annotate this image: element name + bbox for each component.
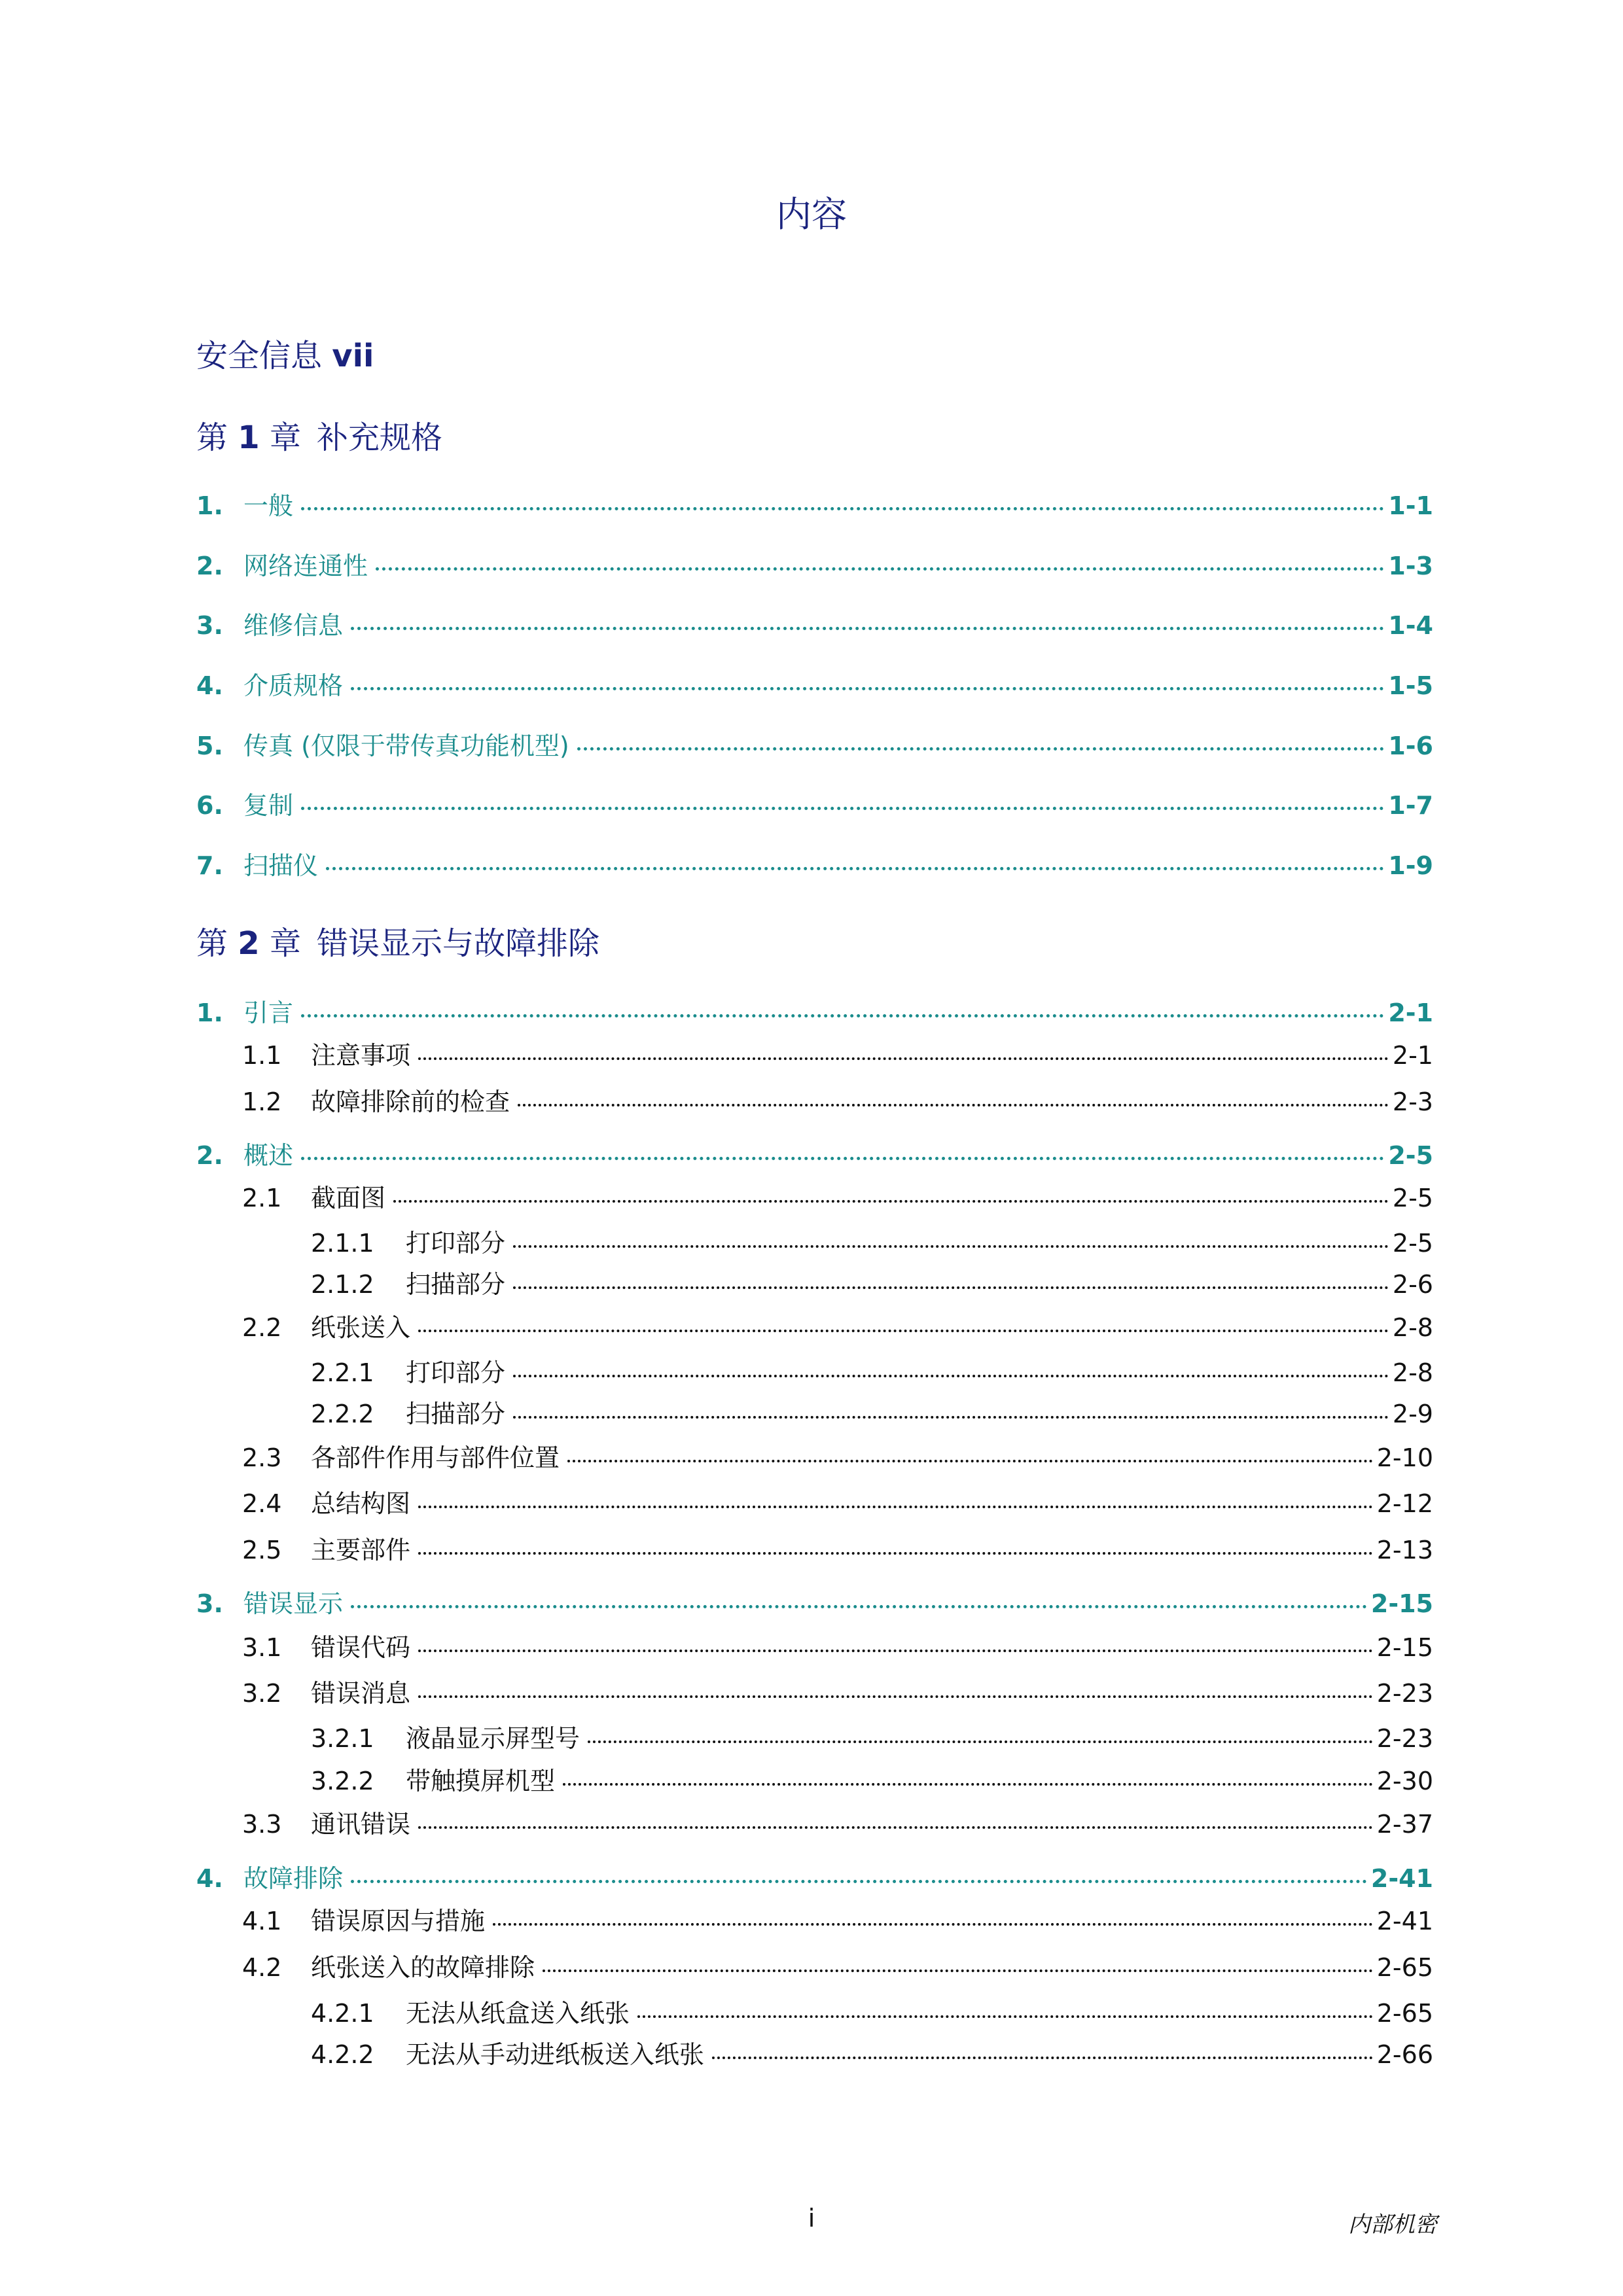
toc-entry-number: 3.2.2 xyxy=(311,1767,374,1795)
toc-entry-number: 1.2 xyxy=(242,1087,282,1116)
toc-entry-number: 2.2 xyxy=(242,1313,282,1342)
toc-entry-title: 引言 xyxy=(243,998,294,1027)
toc-entry-page: 1-5 xyxy=(1388,671,1433,700)
dot-leader xyxy=(351,1855,1367,1883)
chapter-prefix: 第 xyxy=(196,419,228,456)
toc-entry-title: 打印部分 xyxy=(406,1229,506,1258)
toc-entry-number: 2.1 xyxy=(242,1184,282,1212)
toc-entry-title: 各部件作用与部件位置 xyxy=(311,1443,560,1472)
toc-entry-page: 2-1 xyxy=(1392,1041,1433,1070)
toc-entry-title: 错误显示 xyxy=(243,1589,344,1618)
dot-leader xyxy=(418,1670,1373,1698)
dot-leader xyxy=(301,989,1384,1017)
toc-entry[interactable] xyxy=(196,1583,1433,1619)
toc-entry-page: 2-5 xyxy=(1392,1184,1433,1212)
toc-entry-page: 2-30 xyxy=(1376,1767,1433,1795)
toc-entry-page: 2-65 xyxy=(1376,1999,1433,2028)
toc-entry-number: 7. xyxy=(196,851,223,880)
chapter-suffix: 章 xyxy=(269,925,301,962)
toc-entry-number: 2. xyxy=(196,1141,223,1170)
toc-entry-title: 错误原因与措施 xyxy=(311,1907,486,1935)
chapter-heading-2[interactable] xyxy=(196,918,599,963)
chapter-number: 1 xyxy=(238,419,260,456)
toc-entry[interactable] xyxy=(196,1035,1433,1071)
toc-entry[interactable] xyxy=(196,993,1433,1029)
toc-entry[interactable] xyxy=(196,1627,1433,1663)
toc-entry-title: 通讯错误 xyxy=(311,1810,411,1839)
toc-entry-title: 复制 xyxy=(243,791,294,820)
chapter-name: 错误显示与故障排除 xyxy=(316,925,599,962)
chapter-name: 补充规格 xyxy=(316,419,442,456)
toc-entry-number: 3. xyxy=(196,1589,223,1618)
toc-entry-number: 3.2.1 xyxy=(311,1724,374,1753)
dot-leader xyxy=(393,1175,1389,1203)
toc-entry-number: 2.2.1 xyxy=(311,1358,374,1387)
toc-entry[interactable] xyxy=(196,726,1433,762)
toc-entry-page: 2-8 xyxy=(1392,1313,1433,1342)
toc-entry-number: 2.1.1 xyxy=(311,1229,374,1258)
dot-leader xyxy=(418,1033,1389,1060)
toc-entry[interactable] xyxy=(196,1858,1433,1894)
dot-leader xyxy=(513,1262,1389,1289)
toc-entry-page: 1-6 xyxy=(1388,732,1433,760)
dot-leader xyxy=(418,1801,1373,1829)
toc-entry[interactable] xyxy=(196,1223,1433,1259)
toc-entry-title: 故障排除 xyxy=(243,1864,344,1893)
dot-leader xyxy=(563,1758,1373,1786)
toc-entry[interactable] xyxy=(196,1307,1433,1343)
toc-entry-number: 1.1 xyxy=(242,1041,282,1070)
toc-entry-number: 4.1 xyxy=(242,1907,282,1935)
toc-entry[interactable] xyxy=(196,1673,1433,1709)
page-title: 内容 xyxy=(776,194,847,235)
safety-page: vii xyxy=(332,338,374,374)
toc-entry-number: 4. xyxy=(196,1864,223,1893)
toc-entry[interactable] xyxy=(196,1438,1433,1474)
dot-leader xyxy=(577,722,1385,751)
toc-entry[interactable] xyxy=(196,1530,1433,1566)
toc-entry[interactable] xyxy=(196,1993,1433,2029)
toc-entry-page: 1-1 xyxy=(1388,491,1433,520)
toc-entry-number: 1. xyxy=(196,998,223,1027)
toc-entry[interactable] xyxy=(196,1082,1433,1118)
toc-entry-number: 2.5 xyxy=(242,1536,282,1564)
toc-entry[interactable] xyxy=(196,1394,1433,1430)
dot-leader xyxy=(376,542,1384,571)
toc-entry-title: 网络连通性 xyxy=(243,552,368,580)
dot-leader xyxy=(588,1716,1373,1743)
toc-entry-page: 2-5 xyxy=(1392,1229,1433,1258)
toc-entry[interactable] xyxy=(196,486,1433,521)
dot-leader xyxy=(301,1132,1384,1160)
dot-leader xyxy=(301,482,1384,510)
toc-entry-page: 2-12 xyxy=(1376,1489,1433,1518)
toc-entry[interactable] xyxy=(196,1761,1433,1797)
toc-entry-page: 2-41 xyxy=(1370,1864,1433,1893)
toc-entry-title: 纸张送入的故障排除 xyxy=(311,1953,535,1982)
toc-entry-page: 2-23 xyxy=(1376,1724,1433,1753)
toc-entry-title: 打印部分 xyxy=(406,1358,506,1387)
toc-entry-title: 错误消息 xyxy=(311,1679,411,1708)
footer-confidential: 内部机密 xyxy=(1348,2212,1437,2238)
dot-leader xyxy=(712,2032,1373,2059)
toc-entry-title: 介质规格 xyxy=(243,671,344,700)
toc-entry-page: 2-13 xyxy=(1376,1536,1433,1564)
toc-entry[interactable] xyxy=(196,1264,1433,1300)
dot-leader xyxy=(567,1435,1373,1462)
toc-entry[interactable] xyxy=(196,785,1433,821)
toc-entry-page: 2-10 xyxy=(1376,1443,1433,1472)
dot-leader xyxy=(518,1079,1389,1106)
toc-entry-title: 传真 (仅限于带传真功能机型) xyxy=(243,732,569,760)
toc-entry-number: 2.2.2 xyxy=(311,1400,374,1428)
toc-entry-title: 扫描仪 xyxy=(243,851,319,880)
toc-entry-page: 2-41 xyxy=(1376,1907,1433,1935)
toc-entry-title: 总结构图 xyxy=(311,1489,411,1518)
toc-entry[interactable] xyxy=(196,2034,1433,2070)
toc-entry-title: 无法从手动进纸板送入纸张 xyxy=(406,2040,705,2069)
dot-leader xyxy=(513,1220,1389,1248)
chapter-number: 2 xyxy=(238,925,260,962)
toc-entry[interactable] xyxy=(196,605,1433,641)
dot-leader xyxy=(543,1945,1373,1972)
toc-entry-number: 2.4 xyxy=(242,1489,282,1518)
toc-entry-number: 2.1.2 xyxy=(311,1270,374,1299)
toc-entry-title: 错误代码 xyxy=(311,1633,411,1662)
toc-entry[interactable] xyxy=(196,1483,1433,1519)
dot-leader xyxy=(418,1527,1373,1555)
toc-entry-title: 扫描部分 xyxy=(406,1400,506,1428)
toc-entry[interactable] xyxy=(196,1135,1433,1171)
dot-leader xyxy=(637,1990,1373,2018)
toc-entry-number: 2. xyxy=(196,552,223,580)
toc-entry-title: 扫描部分 xyxy=(406,1270,506,1299)
toc-entry-title: 一般 xyxy=(243,491,294,520)
toc-entry-title: 带触摸屏机型 xyxy=(406,1767,556,1795)
dot-leader xyxy=(418,1305,1389,1332)
toc-entry-page: 2-65 xyxy=(1376,1953,1433,1982)
dot-leader xyxy=(513,1350,1389,1377)
dot-leader xyxy=(513,1391,1389,1419)
chapter-heading-1[interactable] xyxy=(196,412,442,457)
toc-entry-page: 1-4 xyxy=(1388,611,1433,640)
safety-heading[interactable] xyxy=(196,330,374,376)
chapter-suffix: 章 xyxy=(269,419,301,456)
toc-entry[interactable] xyxy=(196,546,1433,582)
dot-leader xyxy=(418,1481,1373,1508)
toc-entry-title: 纸张送入 xyxy=(311,1313,411,1342)
toc-entry-number: 4. xyxy=(196,671,223,700)
toc-entry-title: 注意事项 xyxy=(311,1041,411,1070)
toc-entry-title: 维修信息 xyxy=(243,611,344,640)
toc-entry-page: 1-7 xyxy=(1388,791,1433,820)
toc-entry[interactable] xyxy=(196,845,1433,881)
toc-entry-page: 2-6 xyxy=(1392,1270,1433,1299)
toc-entry-page: 2-3 xyxy=(1392,1087,1433,1116)
toc-entry-title: 概述 xyxy=(243,1141,294,1170)
toc-entry-page: 2-23 xyxy=(1376,1679,1433,1708)
toc-entry[interactable] xyxy=(196,665,1433,701)
dot-leader xyxy=(351,662,1384,690)
toc-entry-number: 6. xyxy=(196,791,223,820)
toc-entry-page: 1-9 xyxy=(1388,851,1433,880)
toc-entry[interactable] xyxy=(196,1901,1433,1937)
toc-entry-page: 2-1 xyxy=(1388,998,1433,1027)
toc-entry[interactable] xyxy=(196,1804,1433,1840)
toc-entry-page: 2-9 xyxy=(1392,1400,1433,1428)
toc-entry-number: 3.1 xyxy=(242,1633,282,1662)
toc-entry-page: 1-3 xyxy=(1388,552,1433,580)
dot-leader xyxy=(493,1898,1373,1926)
toc-entry-title: 无法从纸盒送入纸张 xyxy=(406,1999,630,2028)
toc-entry-page: 2-8 xyxy=(1392,1358,1433,1387)
toc-entry[interactable] xyxy=(196,1947,1433,1983)
safety-text: 安全信息 xyxy=(196,338,323,374)
chapter-prefix: 第 xyxy=(196,925,228,962)
dot-leader xyxy=(418,1625,1373,1652)
toc-entry-title: 主要部件 xyxy=(311,1536,411,1564)
toc-entry-title: 液晶显示屏型号 xyxy=(406,1724,580,1753)
toc-entry-page: 2-66 xyxy=(1376,2040,1433,2069)
toc-entry-number: 5. xyxy=(196,732,223,760)
dot-leader xyxy=(326,842,1384,870)
toc-entry[interactable] xyxy=(196,1178,1433,1214)
toc-entry-number: 4.2 xyxy=(242,1953,282,1982)
toc-entry-number: 4.2.2 xyxy=(311,2040,374,2069)
toc-entry-number: 3.3 xyxy=(242,1810,282,1839)
toc-entry-page: 2-5 xyxy=(1388,1141,1433,1170)
toc-entry-number: 4.2.1 xyxy=(311,1999,374,2028)
footer-page-number: i xyxy=(808,2204,815,2233)
toc-entry-page: 2-15 xyxy=(1370,1589,1433,1618)
toc-entry-page: 2-15 xyxy=(1376,1633,1433,1662)
toc-entry-title: 截面图 xyxy=(311,1184,386,1212)
toc-entry[interactable] xyxy=(196,1352,1433,1388)
dot-leader xyxy=(301,782,1384,810)
dot-leader xyxy=(351,602,1384,630)
toc-entry-number: 3.2 xyxy=(242,1679,282,1708)
dot-leader xyxy=(351,1580,1367,1608)
toc-entry-number: 3. xyxy=(196,611,223,640)
toc-entry-number: 1. xyxy=(196,491,223,520)
toc-entry-page: 2-37 xyxy=(1376,1810,1433,1839)
toc-entry-title: 故障排除前的检查 xyxy=(311,1087,510,1116)
toc-entry-number: 2.3 xyxy=(242,1443,282,1472)
toc-entry[interactable] xyxy=(196,1718,1433,1754)
